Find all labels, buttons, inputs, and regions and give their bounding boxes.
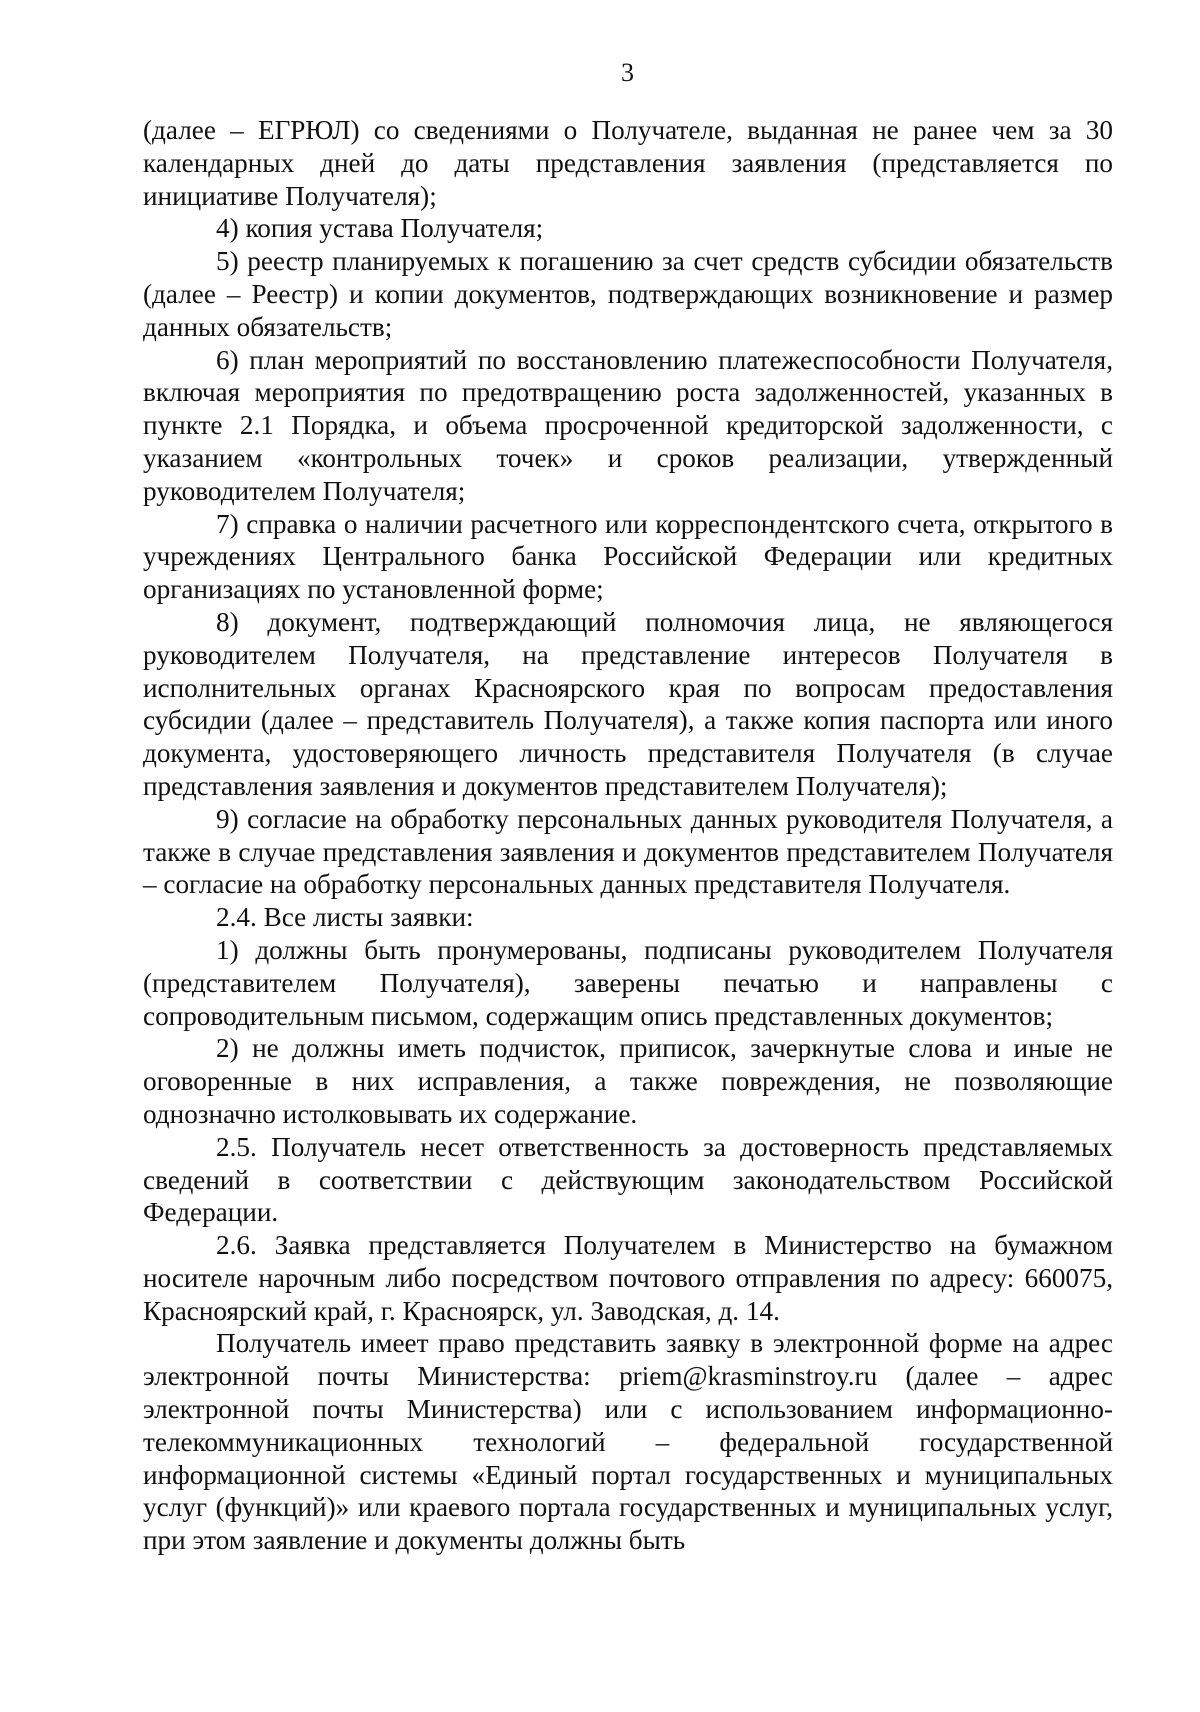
paragraph-electronic-submission: Получатель имеет право представить заявку в электронной форме на адрес электронной почты Министерства: priem@krasminstroy.ru (далее – адрес электронной почты Министерства) или с использованием информационно-телекоммуникационных технологий – федеральной государственной информационной системы «Единый портал государственных и муниципальных услуг (функций)» или краевого портала государственных и муниципальных услуг, при этом заявление и документы должны быть	[143, 1328, 1113, 1556]
paragraph-item-8: 8) документ, подтверждающий полномочия лица, не являющегося руководителем Получателя, на представление интересов Получателя в исполнительных органах Красноярского края по вопросам предоставления субсидии (далее – представитель Получателя), а также копия паспорта или иного документа, удостоверяющего личность представителя Получателя (в случае представления заявления и документов представителем Получателя);	[143, 606, 1113, 801]
paragraph-egrul-continuation: (далее – ЕГРЮЛ) со сведениями о Получателе, выданная не ранее чем за 30 календарных дней до даты представления заявления (представляется по инициативе Получателя);	[143, 115, 1113, 211]
paragraph-item-9: 9) согласие на обработку персональных данных руководителя Получателя, а также в случае представления заявления и документов представителем Получателя – согласие на обработку персональных данных представителя Получателя.	[143, 803, 1113, 900]
page-number: 3	[621, 58, 634, 87]
paragraph-2-4-item-1: 1) должны быть пронумерованы, подписаны руководителем Получателя (представителем Получателя), заверены печатью и направлены с сопроводительным письмом, содержащим опись представленных документов;	[143, 934, 1113, 1031]
paragraph-item-5: 5) реестр планируемых к погашению за счет средств субсидии обязательств (далее – Реестр) и копии документов, подтверждающих возникновение и размер данных обязательств;	[143, 246, 1113, 342]
section-2-5: 2.5. Получатель несет ответственность за достоверность представляемых сведений в соответствии с действующим законодательством Российской Федерации.	[143, 1131, 1113, 1228]
paragraph-item-7: 7) справка о наличии расчетного или корреспондентского счета, открытого в учреждениях Центрального банка Российской Федерации или кредитных организациях по установленной форме;	[143, 508, 1113, 605]
paragraph-2-4-item-2: 2) не должны иметь подчисток, приписок, зачеркнутые слова и иные не оговоренные в них исправления, а также повреждения, не позволяющие однозначно истолковывать их содержание.	[143, 1033, 1113, 1129]
section-2-4-heading: 2.4. Все листы заявки:	[216, 902, 474, 933]
document-body	[143, 114, 1113, 1557]
paragraph-item-6: 6) план мероприятий по восстановлению платежеспособности Получателя, включая мероприятия по предотвращению роста задолженностей, указанных в пункте 2.1 Порядка, и объема просроченной кредиторской задолженности, с указанием «контрольных точек» и сроков реализации, утвержденный руководителем Получателя;	[143, 344, 1113, 506]
paragraph-item-4: 4) копия устава Получателя;	[216, 213, 544, 244]
section-2-6: 2.6. Заявка представляется Получателем в Министерство на бумажном носителе нарочным либо посредством почтового отправления по адресу: 660075, Красноярский край, г. Красноярск, ул. Заводская, д. 14.	[143, 1230, 1113, 1326]
